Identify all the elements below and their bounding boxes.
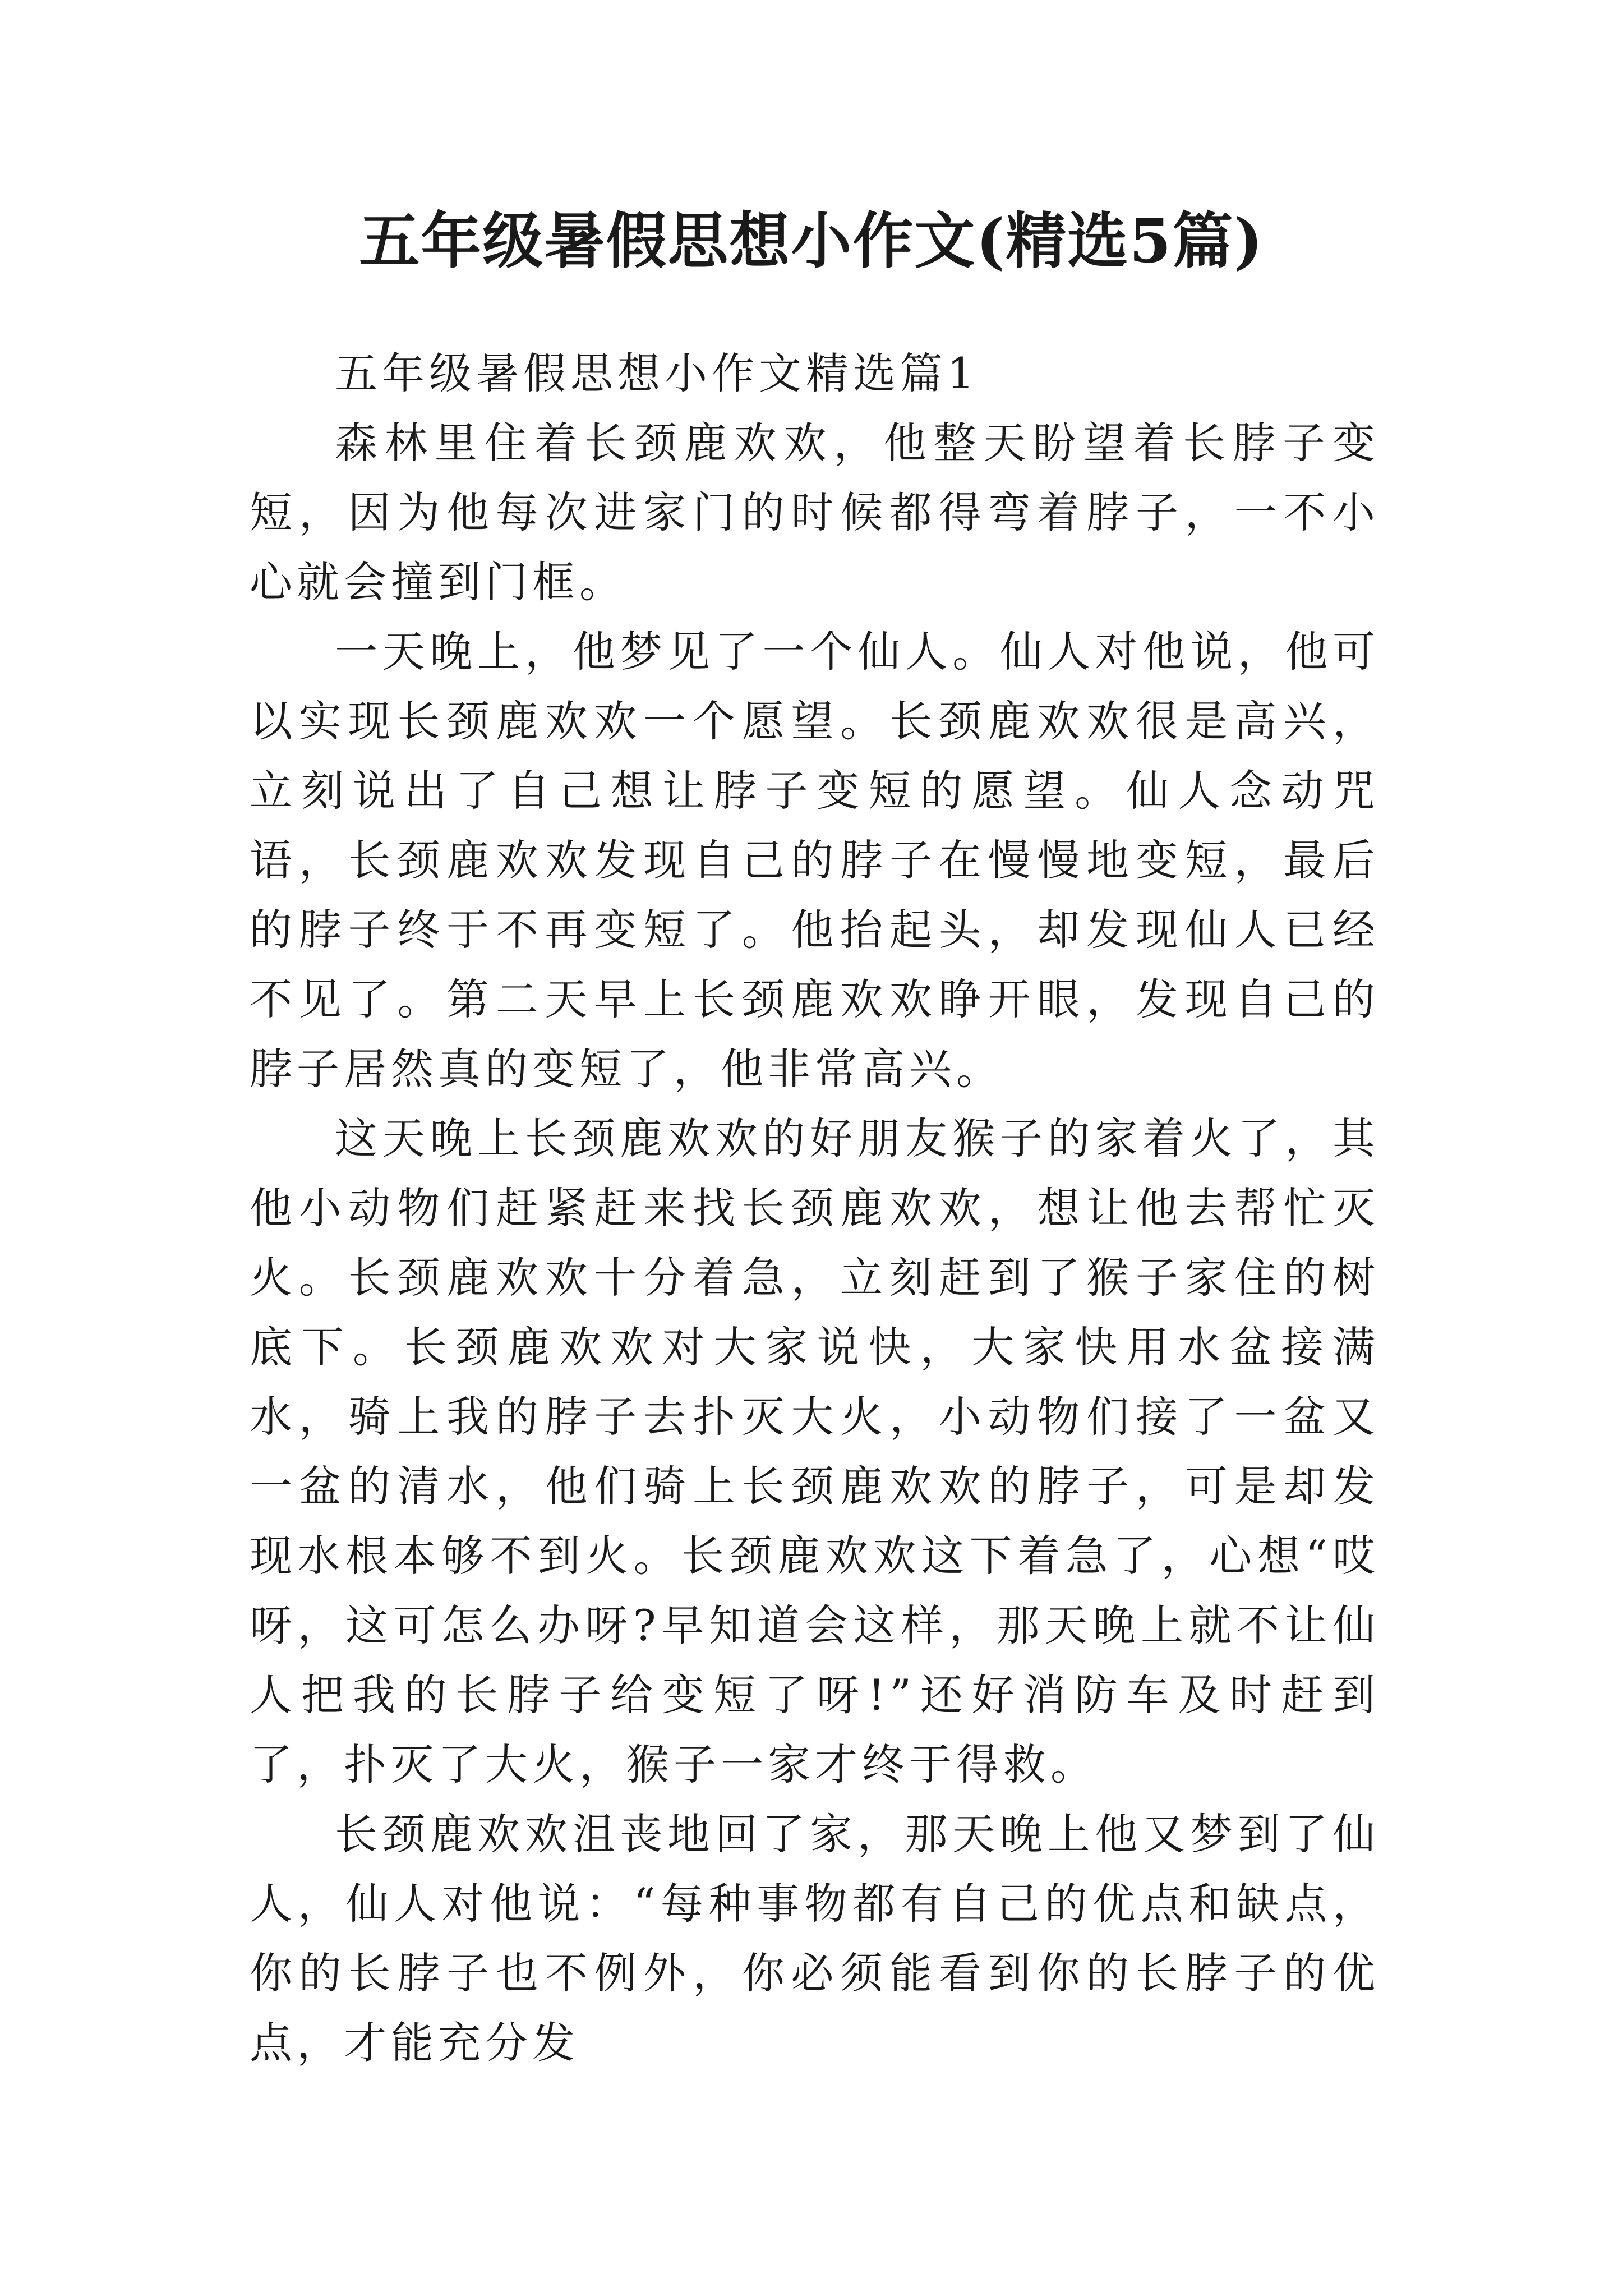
document-body xyxy=(250,339,1380,2078)
document-title: 五年级暑假思想小作文(精选5篇) xyxy=(359,206,1264,277)
paragraph: 这天晚上长颈鹿欢欢的好朋友猴子的家着火了，其他小动物们赶紧赶来找长颈鹿欢欢，想让他去帮忙灭火。长颈鹿欢欢十分着急，立刻赶到了猴子家住的树底下。长颈鹿欢欢对大家说快，大家快用水盆接满水，骑上我的脖子去扑灭大火，小动物们接了一盆又一盆的清水，他们骑上长颈鹿欢欢的脖子，可是却发现水根本够不到火。长颈鹿欢欢这下着急了，心想“哎呀，这可怎么办呀?早知道会这样，那天晚上就不让仙人把我的长脖子给变短了呀!”还好消防车及时赶到了，扑灭了大火，猴子一家才终于得救。 xyxy=(250,1114,1380,1789)
paragraph: 一天晚上，他梦见了一个仙人。仙人对他说，他可以实现长颈鹿欢欢一个愿望。长颈鹿欢欢很是高兴，立刻说出了自己想让脖子变短的愿望。仙人念动咒语，长颈鹿欢欢发现自己的脖子在慢慢地变短，最后的脖子终于不再变短了。他抬起头，却发现仙人已经不见了。第二天早上长颈鹿欢欢睁开眼，发现自己的脖子居然真的变短了，他非常高兴。 xyxy=(250,627,1380,1094)
paragraph: 长颈鹿欢欢沮丧地回了家，那天晚上他又梦到了仙人，仙人对他说：“每种事物都有自己的优点和缺点，你的长脖子也不例外，你必须能看到你的长脖子的优点，才能充分发 xyxy=(250,1809,1380,2068)
section-heading: 五年级暑假思想小作文精选篇1 xyxy=(335,348,979,398)
paragraph: 森林里住着长颈鹿欢欢，他整天盼望着长脖子变短，因为他每次进家门的时候都得弯着脖子，一不小心就会撞到门框。 xyxy=(250,418,1380,607)
